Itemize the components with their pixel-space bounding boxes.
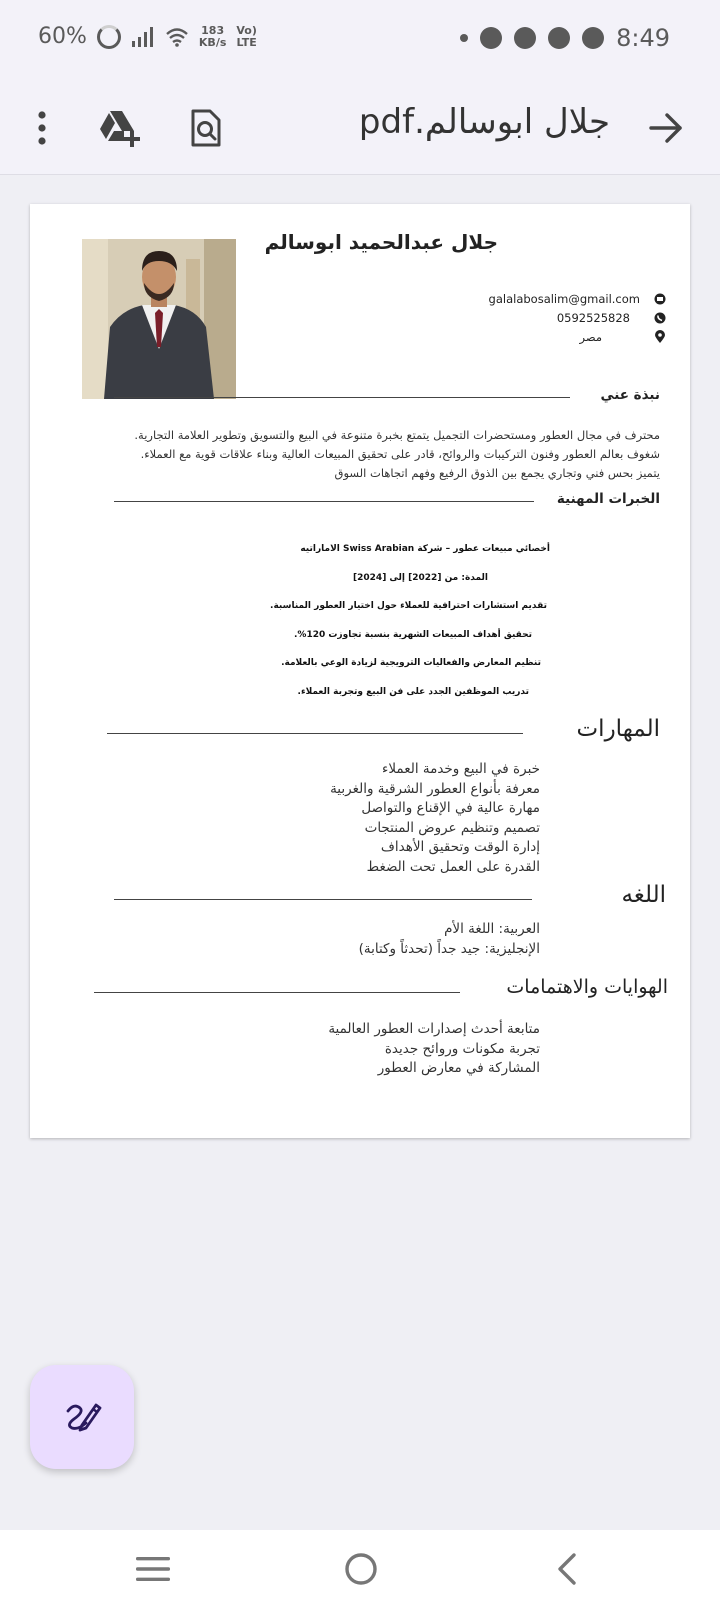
hobbies-heading: الهوايات والاهتمامات — [506, 976, 668, 998]
volte-bottom: LTE — [236, 35, 257, 49]
candidate-name: جلال عبدالحميد ابوسالم — [264, 230, 498, 254]
skills-divider — [107, 733, 523, 734]
about-text: محترف في مجال العطور ومستحضرات التجميل يتمتع بخبرة متنوعة في البيع والتسويق وتطوير العلامة التجارية. شغوف بعالم العطور وفنون التركيبات والروائح، قادر على تحقيق المبيعات العالية وبناء علاقات قوية مع العملاء. يتميز بحس فني وتجاري يجمع بين الذوق الرفيع وفهم اتجاهات السوق — [134, 428, 660, 480]
system-back-button[interactable] — [542, 1544, 592, 1594]
clock: 8:49 — [616, 24, 670, 52]
contact-email-row — [489, 292, 666, 306]
experience-item: المدة: من [2022] إلى [2024] — [353, 572, 488, 583]
phone-icon — [654, 312, 666, 324]
network-speed — [199, 25, 226, 49]
edit-sign-icon — [62, 1397, 102, 1437]
profile-photo — [82, 239, 236, 399]
about-divider — [114, 397, 570, 398]
skill-item: تصميم وتنظيم عروض المنتجات — [364, 819, 540, 836]
location-pin-icon — [654, 330, 666, 344]
experience-list — [150, 544, 550, 715]
recent-apps-button[interactable] — [128, 1544, 178, 1594]
drive-add-icon — [98, 109, 142, 147]
skill-item: مهارة عالية في الإقناع والتواصل — [361, 800, 540, 817]
volte-indicator — [236, 25, 257, 49]
arrow-right-icon — [649, 113, 683, 143]
contact-location: مصر — [579, 330, 602, 344]
whatsapp-icon — [480, 27, 502, 49]
signal-icon — [131, 27, 155, 47]
language-item: الإنجليزية: جيد جداً (تحدثاً وكتابة) — [358, 940, 540, 957]
languages-divider — [114, 899, 532, 900]
experience-item: تقديم استشارات احترافية للعملاء حول اختيار العطور المناسبة. — [270, 601, 547, 611]
hobbies-divider — [94, 992, 460, 993]
back-button[interactable] — [638, 100, 694, 156]
messenger-icon — [548, 27, 570, 49]
skill-item: خبرة في البيع وخدمة العملاء — [381, 761, 540, 777]
document-search-icon — [190, 108, 222, 148]
more-options-button[interactable] — [14, 100, 70, 156]
experience-divider — [114, 501, 534, 502]
hobby-item: متابعة أحدث إصدارات العطور العالمية — [328, 1021, 540, 1037]
about-heading: نبذة عني — [600, 387, 660, 403]
system-nav-bar — [0, 1530, 720, 1608]
hobbies-list — [328, 1020, 540, 1079]
back-icon — [555, 1552, 579, 1586]
network-speed-unit: KB/s — [198, 35, 227, 49]
save-to-drive-button[interactable] — [92, 100, 148, 156]
email-icon — [654, 293, 666, 305]
chat-bubble-icon — [514, 27, 536, 49]
search-document-button[interactable] — [178, 100, 234, 156]
menu-icon — [136, 1556, 170, 1582]
hobby-item: المشاركة في معارض العطور — [377, 1060, 540, 1077]
pdf-page[interactable] — [30, 204, 690, 1138]
skill-item: إدارة الوقت وتحقيق الأهداف — [380, 839, 540, 856]
experience-heading: الخبرات المهنية — [556, 491, 660, 507]
file-title: جلال ابوسالم.pdf — [358, 102, 610, 142]
language-item: العربية: اللغة الأم — [444, 921, 540, 937]
hobby-item: تجربة مكونات وروائح جديدة — [384, 1040, 540, 1057]
contact-location-row — [580, 330, 666, 344]
status-left — [38, 24, 257, 49]
profile-photo-image — [82, 239, 236, 399]
app-toolbar — [0, 82, 720, 175]
edit-sign-button[interactable] — [30, 1365, 134, 1469]
contact-phone-row — [557, 311, 666, 325]
volte-top: Vo) — [236, 23, 257, 37]
experience-item: تنظيم المعارض والفعاليات الترويجية لزيادة الوعي بالعلامة. — [281, 658, 541, 668]
experience-item: أخصائي مبيعات عطور – شركة Swiss Arabian الاماراتيه — [300, 544, 550, 554]
home-button[interactable] — [336, 1544, 386, 1594]
skills-heading: المهارات — [576, 716, 660, 742]
snapchat-icon — [582, 27, 604, 49]
skill-item: القدرة على العمل تحت الضغط — [366, 858, 540, 875]
more-vert-icon — [36, 111, 48, 145]
contact-email: galalabosalim@gmail.com — [488, 292, 640, 306]
wifi-icon — [165, 27, 189, 47]
battery-percent: 60% — [38, 24, 87, 49]
experience-item: تحقيق أهداف المبيعات الشهرية بنسبة تجاوزت 120%. — [294, 629, 532, 640]
notification-dot-icon — [460, 34, 468, 42]
home-icon — [344, 1552, 378, 1586]
contact-phone: 0592525828 — [556, 311, 630, 325]
status-bar — [0, 0, 720, 82]
experience-item: تدريب الموظفين الجدد على فن البيع وتجربة العملاء. — [297, 686, 529, 697]
battery-icon — [97, 25, 121, 49]
network-speed-value: 183 — [201, 23, 225, 37]
languages-heading: اللغه — [621, 882, 666, 908]
status-right — [460, 24, 670, 52]
skill-item: معرفة بأنواع العطور الشرقية والغربية — [330, 780, 540, 797]
skills-list — [330, 760, 540, 878]
languages-list — [359, 920, 540, 959]
